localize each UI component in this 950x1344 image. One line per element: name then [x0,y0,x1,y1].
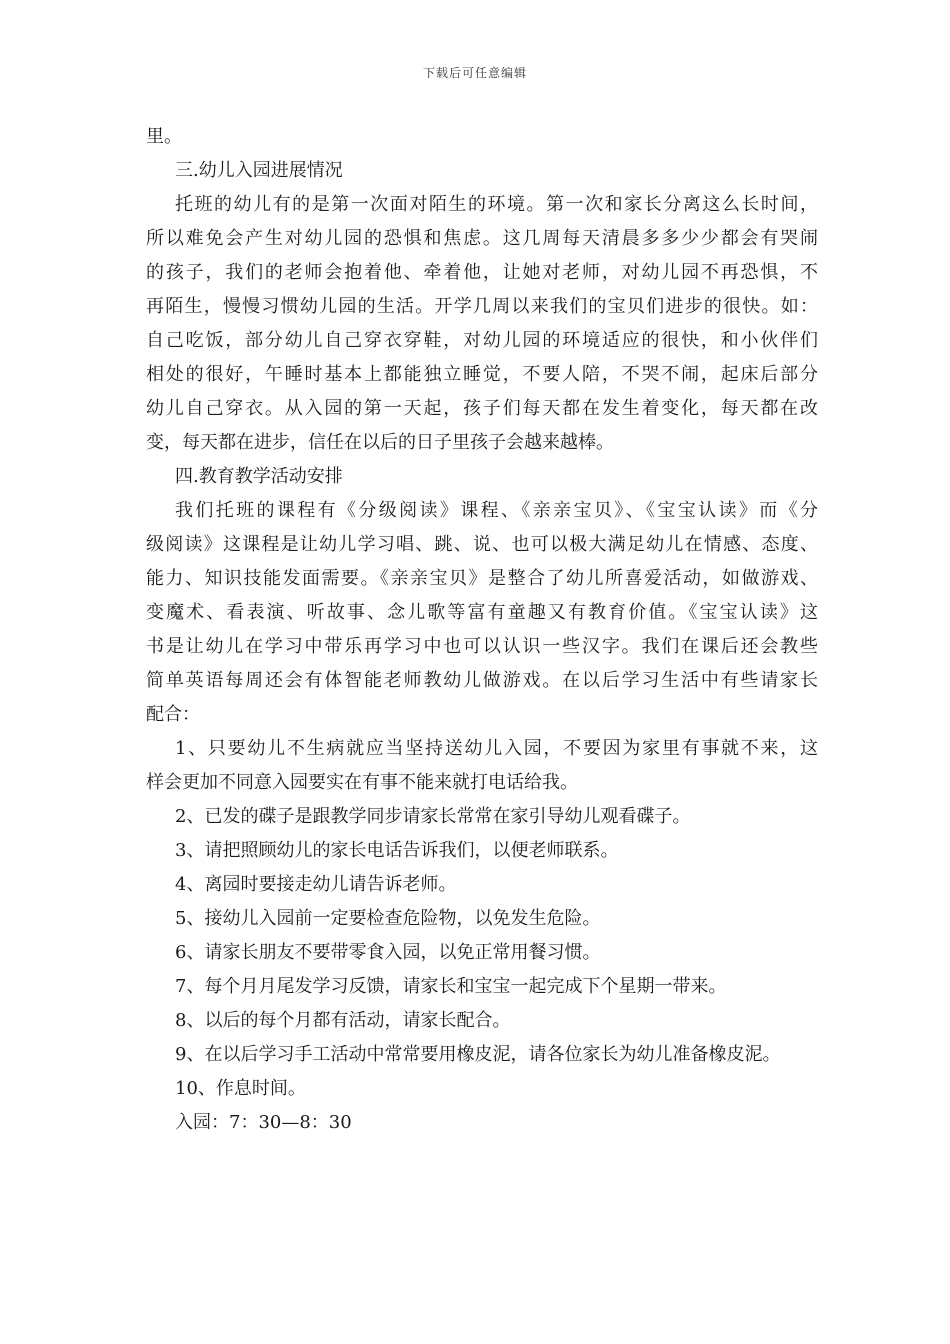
paragraph-line: 四.教育教学活动安排 [175,466,343,487]
paragraph-line: 三.幼儿入园进展情况 [175,160,343,181]
paragraph-line: 9、在以后学习手工活动中常常要用橡皮泥，请各位家长为幼儿准备橡皮泥。 [175,1044,781,1065]
paragraph-line: 幼儿自己穿衣。从入园的第一天起，孩子们每天都在发生着变化，每天都在改 [146,398,818,419]
paragraph-line: 入园：7：30—8：30 [175,1112,352,1133]
paragraph-line: 配合： [146,704,200,725]
paragraph-line: 6、请家长朋友不要带零食入园，以免正常用餐习惯。 [175,942,601,963]
paragraph-line: 托班的幼儿有的是第一次面对陌生的环境。第一次和家长分离这么长时间， [175,194,818,215]
paragraph-line: 1、只要幼儿不生病就应当坚持送幼儿入园，不要因为家里有事就不来，这 [175,738,818,759]
paragraph-line: 我们托班的课程有《分级阅读》课程、《亲亲宝贝》、《宝宝认读》而《分 [175,500,818,521]
paragraph-line: 的孩子，我们的老师会抱着他、牵着他，让她对老师，对幼儿园不再恐惧，不 [146,262,818,283]
paragraph-line: 5、接幼儿入园前一定要检查危险物，以免发生危险。 [175,908,601,929]
paragraph-line: 变，每天都在进步，信任在以后的日子里孩子会越来越棒。 [146,432,614,453]
paragraph-line: 里。 [146,126,182,147]
paragraph-line: 8、以后的每个月都有活动，请家长配合。 [175,1010,511,1031]
paragraph-line: 书是让幼儿在学习中带乐再学习中也可以认识一些汉字。我们在课后还会教些 [146,636,818,657]
paragraph-line: 自己吃饭，部分幼儿自己穿衣穿鞋，对幼儿园的环境适应的很快，和小伙伴们 [146,330,818,351]
paragraph-line: 10、作息时间。 [175,1078,306,1099]
paragraph-line: 相处的很好，午睡时基本上都能独立睡觉，不要人陪，不哭不闹，起床后部分 [146,364,818,385]
paragraph-line: 能力、知识技能发面需要。《亲亲宝贝》是整合了幼儿所喜爱活动，如做游戏、 [146,568,818,589]
paragraph-line: 再陌生，慢慢习惯幼儿园的生活。开学几周以来我们的宝贝们进步的很快。如： [146,296,818,317]
paragraph-line: 3、请把照顾幼儿的家长电话告诉我们，以便老师联系。 [175,840,619,861]
paragraph-line: 变魔术、看表演、听故事、念儿歌等富有童趣又有教育价值。《宝宝认读》这 [146,602,818,623]
document-body [146,120,818,1140]
paragraph-line: 样会更加不同意入园要实在有事不能来就打电话给我。 [146,772,578,793]
page-header-note: 下载后可任意编辑 [422,66,527,80]
paragraph-line: 简单英语每周还会有体智能老师教幼儿做游戏。在以后学习生活中有些请家长 [146,670,818,691]
paragraph-line: 4、离园时要接走幼儿请告诉老师。 [175,874,457,895]
paragraph-line: 所以难免会产生对幼儿园的恐惧和焦虑。这几周每天清晨多多少少都会有哭闹 [146,228,818,249]
paragraph-line: 2、已发的碟子是跟教学同步请家长常常在家引导幼儿观看碟子。 [175,806,691,827]
paragraph-line: 7、每个月月尾发学习反馈，请家长和宝宝一起完成下个星期一带来。 [175,976,727,997]
paragraph-line: 级阅读》这课程是让幼儿学习唱、跳、说、也可以极大满足幼儿在情感、态度、 [146,534,818,555]
